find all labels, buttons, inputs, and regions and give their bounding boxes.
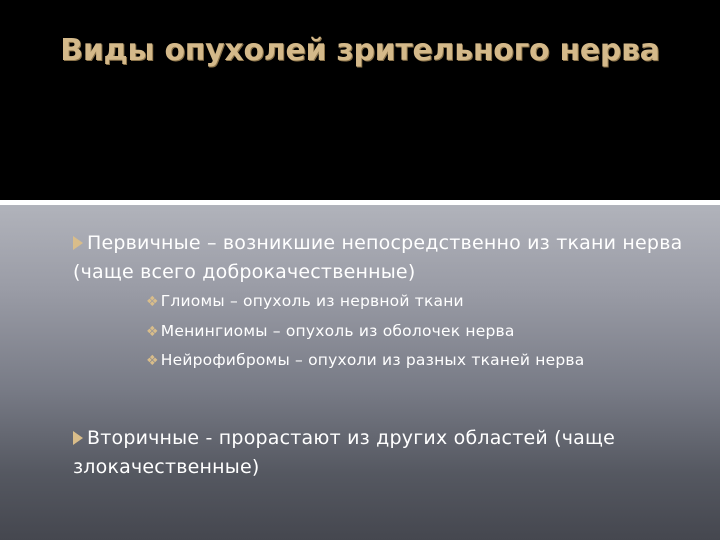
sub-bullet-gliomas-text: Глиомы – опухоль из нервной ткани <box>160 292 464 310</box>
bullet-primary-text: Первичные – возникшие непосредственно из ткани нерва (чаще всего доброкачественные) <box>73 232 683 283</box>
bullet-secondary-text: Вторичные - прорастают из других областей (чаще злокачественные) <box>73 427 616 478</box>
bullet-primary <box>73 229 713 287</box>
sub-bullet-gliomas <box>146 289 666 314</box>
sub-bullet-neurofibromas-text: Нейрофибромы – опухоли из разных тканей нерва <box>160 351 585 369</box>
diamond-bullet-icon: ❖ <box>146 294 159 310</box>
arrow-bullet-icon <box>73 431 83 445</box>
diamond-bullet-icon: ❖ <box>146 353 159 369</box>
sub-bullet-meningiomas <box>146 319 666 344</box>
title-band <box>0 0 720 200</box>
arrow-bullet-icon <box>73 236 83 250</box>
bullet-secondary <box>73 424 713 482</box>
diamond-bullet-icon: ❖ <box>146 324 159 340</box>
sub-bullet-meningiomas-text: Менингиомы – опухоль из оболочек нерва <box>160 322 515 340</box>
slide-title: Виды опухолей зрительного нерва <box>60 33 660 68</box>
sub-bullet-neurofibromas <box>146 348 636 373</box>
